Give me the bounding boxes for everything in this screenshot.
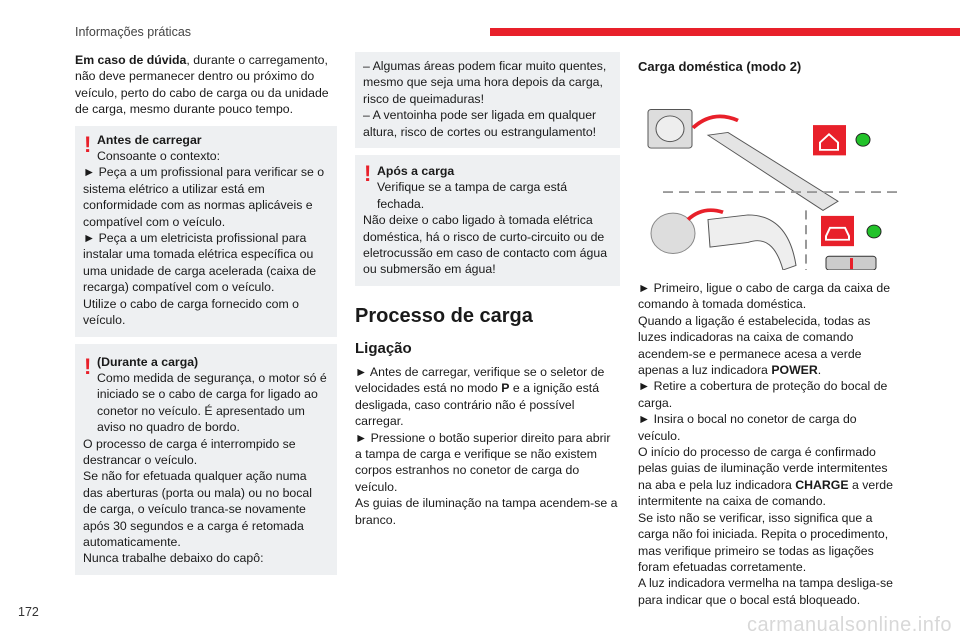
intro-bold: Em caso de dúvida (75, 53, 187, 67)
paragraph: O início do processo de carga é confirmado pelas guias de iluminação verde intermitentes na aba e pela luz indicadora CHARGE a verde intermitente na caixa de comando. (638, 445, 893, 509)
warning-box-after-charging (355, 155, 620, 286)
intro-text: , durante o carregamento, não deve permanecer dentro ou próximo do veículo, perto do cabo de carga ou da unidade de carga, mesmo durante pouco tempo. (75, 53, 329, 117)
warning-line: Se não for efetuada qualquer ação numa das aberturas (porta ou mala) ou no bocal de carga, o veículo tranca-se novamente após 30 segundos e a carga é retomada automaticamente. (83, 469, 312, 549)
paragraph: Quando a ligação é estabelecida, todas as luzes indicadoras na caixa de comando acendem-se e permanece acesa a verde apenas a luz indicadora POWER. (638, 313, 871, 378)
paragraph: A luz indicadora vermelha na tampa desliga-se para indicar que o bocal está bloqueado. (638, 576, 893, 607)
warning-line: Nunca trabalhe debaixo do capô: (83, 551, 264, 566)
power-indicator-light (856, 133, 870, 146)
column-3 (638, 52, 900, 608)
warning-box-continued (355, 52, 620, 148)
section-title: Informações práticas (75, 25, 192, 39)
warning-line: ► Peça a um profissional para verificar se o sistema elétrico a utilizar está em conformidade com as normas aplicáveis e compatível com o veículo. (83, 165, 325, 229)
warning-line: Não deixe o cabo ligado à tomada elétrica doméstica, há o risco de curto-circuito ou de eletrocussão em caso de contacto com água ou submersão em água! (363, 213, 608, 277)
paragraph: ► Primeiro, ligue o cabo de carga da caixa de comando à tomada doméstica. (638, 281, 891, 312)
paragraph: Se isto não se verificar, isso significa que a carga não foi iniciada. Repita o procedimento, mas verifique primeiro se todas as ligações foram efetuadas corretamente. (638, 510, 889, 574)
subsection-heading: Carga doméstica (modo 2) (638, 59, 802, 74)
paragraph: ► Insira o bocal no conetor de carga do veículo. (638, 412, 857, 443)
page-number: 172 (18, 605, 39, 619)
column-1 (75, 52, 337, 582)
section-heading: Processo de carga (355, 304, 533, 327)
paragraph: ► Pressione o botão superior direito para abrir a tampa de carga e verifique se não existem corpos estranhos no conetor de carga do veículo. (355, 430, 611, 494)
warning-line: Utilize o cabo de carga fornecido com o veículo. (83, 296, 299, 328)
arrow-icon (693, 116, 738, 127)
paragraph: As guias de iluminação na tampa acendem-se a branco. (355, 496, 618, 527)
warning-box-before-charging (75, 126, 337, 337)
car-icon (821, 216, 854, 246)
warning-title: Antes de carregar (97, 132, 202, 147)
warning-line: Consoante o contexto: (97, 149, 221, 164)
charging-connector (708, 215, 796, 270)
intro-paragraph (75, 52, 337, 118)
charge-indicator-light (867, 225, 881, 238)
header-accent-bar (490, 28, 960, 36)
warning-line: O processo de carga é interrompido se destrancar o veículo. (83, 436, 296, 467)
warning-icon: ! (84, 353, 92, 379)
subsection-heading: Ligação (355, 339, 412, 357)
warning-line: Verifique se a tampa de carga está fechada. (377, 180, 568, 211)
paragraph: ► Retire a cobertura de proteção do bocal de carga. (638, 379, 888, 410)
warning-line: ► Peça a um eletricista profissional para instalar uma tomada elétrica específica ou uma unidade de carga acelerada (caixa de recarga) compatível com o veículo. (83, 231, 317, 295)
warning-line: Como medida de segurança, o motor só é iniciado se o cabo de carga for ligado ao conetor no veículo. É apresentado um aviso no quadro de bordo. (97, 370, 327, 435)
warning-line: – Algumas áreas podem ficar muito quentes, mesmo que seja uma hora depois da carga, risco de queimaduras! (363, 59, 607, 106)
column-2 (355, 52, 620, 528)
warning-box-during-charging (75, 344, 337, 575)
warning-title: (Durante a carga) (97, 354, 199, 369)
warning-icon: ! (84, 131, 92, 157)
charging-illustration (638, 82, 900, 270)
warning-line: – A ventoinha pode ser ligada em qualquer altura, risco de cortes ou estrangulamento! (363, 108, 597, 139)
warning-icon: ! (364, 161, 372, 187)
wall-socket-icon (648, 110, 692, 149)
paragraph: ► Antes de carregar, verifique se o seletor de velocidades está no modo P e a ignição está desligada, caso contrário não é possível carregar. (355, 364, 605, 429)
home-icon (813, 125, 846, 155)
watermark: carmanualsonline.info (746, 614, 952, 636)
warning-title: Após a carga (377, 164, 455, 179)
